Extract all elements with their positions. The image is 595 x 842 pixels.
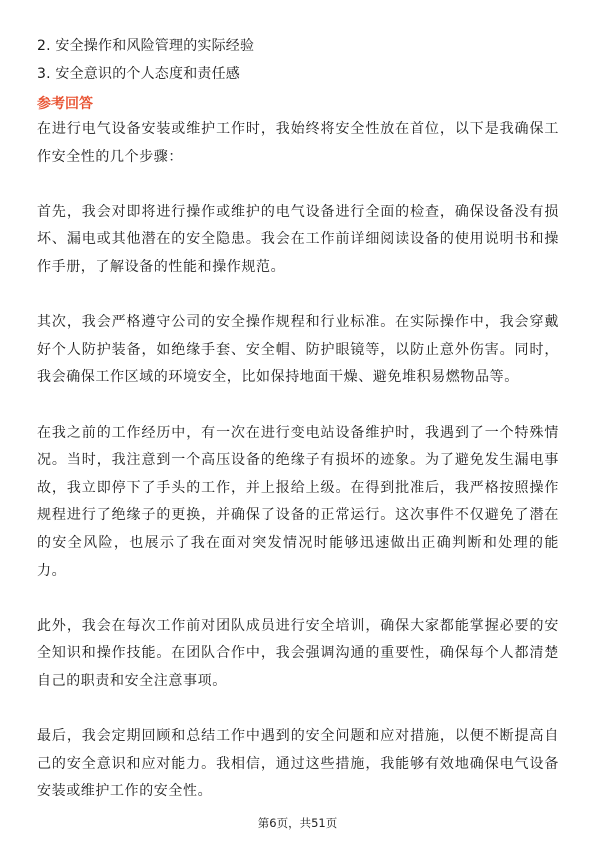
question-point-3: 3. 安全意识的个人态度和责任感 [37,66,241,82]
answer-heading: 参考回答 [37,96,93,112]
page-number: 第6页，共51页 [257,816,338,830]
answer-paragraph-conclusion: 最后，我会定期回顾和总结工作中遇到的安全问题和应对措施，以便不断提高自己的安全意识和应对能力。我相信，通过这些措施，我能够有效地确保电气设备安装或维护工作的安全性。 [37,728,559,800]
answer-paragraph-first: 首先，我会对即将进行操作或维护的电气设备进行全面的检查，确保设备没有损坏、漏电或其他潜在的安全隐患。我会在工作前详细阅读设备的使用说明书和操作手册，了解设备的性能和操作规范。 [37,203,559,275]
answer-paragraph-intro: 在进行电气设备安装或维护工作时，我始终将安全性放在首位，以下是我确保工作安全性的几个步骤： [37,121,559,165]
document-page [37,34,559,806]
answer-paragraph-training: 此外，我会在每次工作前对团队成员进行安全培训，确保大家都能掌握必要的安全知识和操作技能。在团队合作中，我会强调沟通的重要性，确保每个人都清楚自己的职责和安全注意事项。 [37,617,559,689]
question-point-2: 2. 安全操作和风险管理的实际经验 [37,38,255,54]
answer-paragraph-experience: 在我之前的工作经历中，有一次在进行变电站设备维护时，我遇到了一个特殊情况。当时，我注意到一个高压设备的绝缘子有损坏的迹象。为了避免发生漏电事故，我立即停下了手头的工作，并上报给上级。在得到批准后，我严格按照操作规程进行了绝缘子的更换，并确保了设备的正常运行。这次事件不仅避免了潜在的安全风险，也展示了我在面对突发情况时能够迅速做出正确判断和处理的能力。 [37,424,559,579]
answer-paragraph-second: 其次，我会严格遵守公司的安全操作规程和行业标准。在实际操作中，我会穿戴好个人防护装备，如绝缘手套、安全帽、防护眼镜等，以防止意外伤害。同时，我会确保工作区域的环境安全，比如保持地面干燥、避免堆积易燃物品等。 [37,314,559,386]
